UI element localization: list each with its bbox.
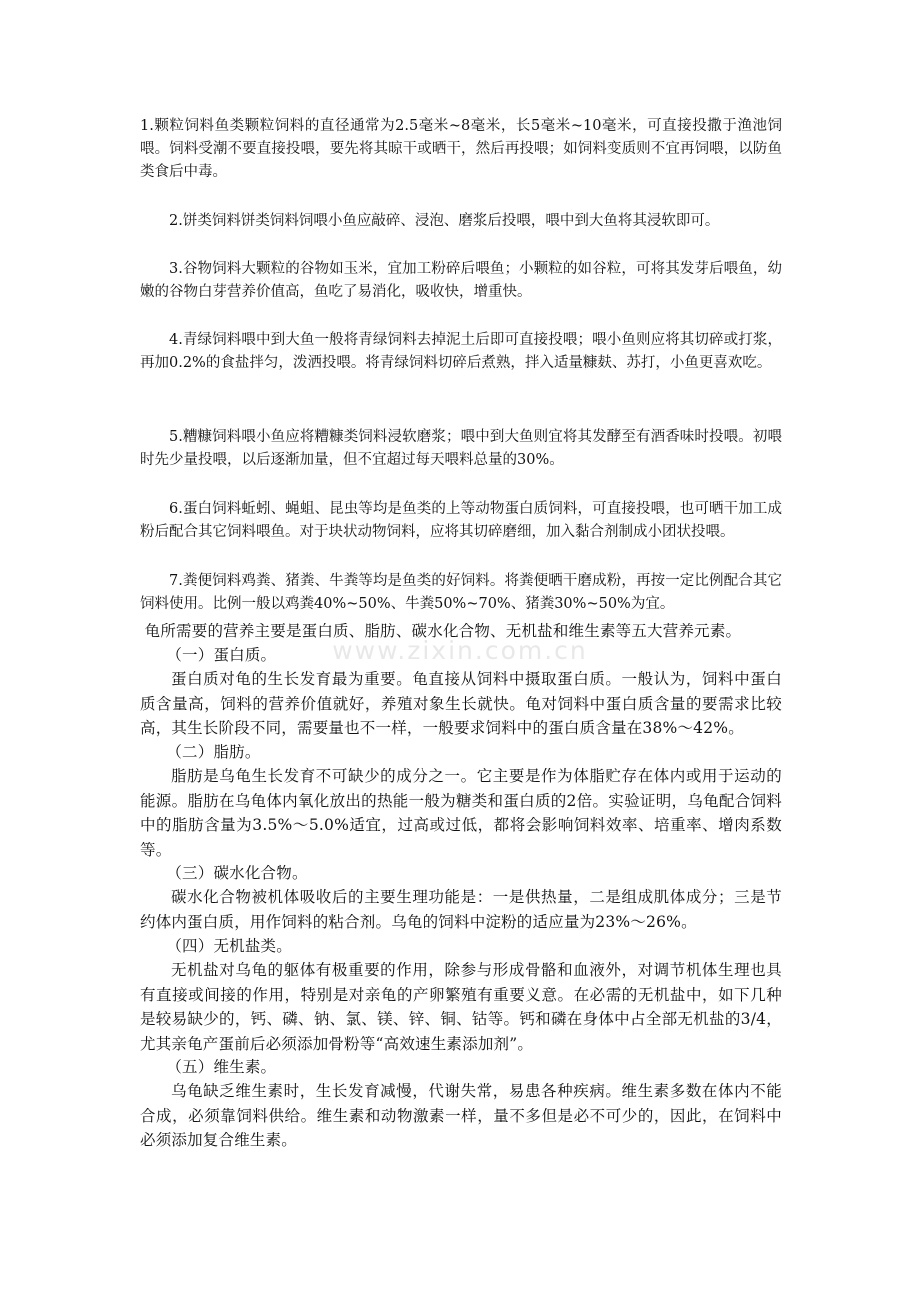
section-body-protein: 蛋白质对龟的生长发育最为重要。龟直接从饲料中摄取蛋白质。一般认为，饲料中蛋白质含量高，饲料的营养价值就好，养殖对象生长就快。龟对饲料中蛋白质含量的要需求比较高，其生长阶段不同，需要量也不一样，一般要求饲料中的蛋白质含量在38%～42%。 — [140, 670, 782, 737]
paragraph-protein-feed: 6.蛋白饲料蚯蚓、蝇蛆、昆虫等均是鱼类的上等动物蛋白质饲料，可直接投喂，也可晒干加工成粉后配合其它饲料喂鱼。对于块状动物饲料，应将其切碎磨细，加入黏合剂制成小团状投喂。 — [140, 501, 782, 540]
paragraph-green-feed: 4.青绿饲料喂中到大鱼一般将青绿饲料去掉泥土后即可直接投喂；喂小鱼则应将其切碎或打浆，再加0.2%的食盐拌匀，泼洒投喂。将青绿饲料切碎后煮熟，拌入适量糠麸、苏打，小鱼更喜欢吃。 — [140, 332, 782, 371]
section-body-carbohydrate: 碳水化合物被机体吸收后的主要生理功能是：一是供热量，二是组成肌体成分；三是节约体内蛋白质，用作饲料的粘合剂。乌龟的饲料中淀粉的适应量为23%～26%。 — [140, 888, 782, 931]
paragraph-cake-feed: 2.饼类饲料饼类饲料饲喂小鱼应敲碎、浸泡、磨浆后投喂，喂中到大鱼将其浸软即可。 — [169, 213, 720, 229]
paragraph-grain-feed: 3.谷物饲料大颗粒的谷物如玉米，宜加工粉碎后喂鱼；小颗粒的如谷粒，可将其发芽后喂鱼，幼嫩的谷物白芽营养价值高，鱼吃了易消化，吸收快，增重快。 — [140, 261, 782, 300]
watermark: www.zixin.com.cn — [332, 636, 588, 665]
section-body-fat: 脂肪是乌龟生长发育不可缺少的成分之一。它主要是作为体脂贮存在体内或用于运动的能源。脂肪在乌龟体内氧化放出的热能一般为糖类和蛋白质的2倍。实验证明，乌龟配合饲料中的脂肪含量为3.5%～5.0%适宜，过高或过低，都将会影响饲料效率、培重率、增肉系数等。 — [140, 767, 782, 859]
section-body-vitamins: 乌龟缺乏维生素时，生长发育减慢，代谢失常，易患各种疾病。维生素多数在体内不能合成，必须靠饲料供给。维生素和动物激素一样，量不多但是必不可少的，因此，在饲料中必须添加复合维生素。 — [140, 1082, 782, 1149]
section-heading-vitamins: （五）维生素。 — [166, 1058, 277, 1076]
section-heading-protein: （一）蛋白质。 — [166, 646, 277, 664]
section-heading-carbohydrate: （三）碳水化合物。 — [166, 864, 308, 882]
section-heading-fat: （二）脂肪。 — [166, 743, 261, 761]
paragraph-manure-feed: 7.粪便饲料鸡粪、猪粪、牛粪等均是鱼类的好饲料。将粪便晒干磨成粉，再按一定比例配合其它饲料使用。比例一般以鸡粪40%~50%、牛粪50%~70%、猪粪30%~50%为宜。 — [140, 573, 782, 612]
paragraph-bran-feed: 5.糟糠饲料喂小鱼应将糟糠类饲料浸软磨浆；喂中到大鱼则宜将其发酵至有酒香味时投喂。初喂时先少量投喂，以后逐渐加量，但不宜超过每天喂料总量的30%。 — [140, 429, 782, 468]
section-heading-minerals: （四）无机盐类。 — [166, 937, 292, 955]
paragraph-granular-feed: 1.颗粒饲料鱼类颗粒饲料的直径通常为2.5毫米~8毫米，长5毫米~10毫米，可直接投撒于渔池饲喂。饲料受潮不要直接投喂，要先将其晾干或晒干，然后再投喂；如饲料变质则不宜再饲喂，以防鱼类食后中毒。 — [140, 118, 782, 180]
section-body-minerals: 无机盐对乌龟的躯体有极重要的作用，除参与形成骨骼和血液外，对调节机体生理也具有直接或间接的作用，特别是对亲龟的产卵繁殖有重要义意。在必需的无机盐中，如下几种是较易缺少的，钙、磷、钠、氯、镁、锌、铜、钴等。钙和磷在身体中占全部无机盐的3/4，尤其亲龟产蛋前后必须添加骨粉等“高效速生素添加剂”。 — [140, 961, 782, 1053]
intro-paragraph: 龟所需要的营养主要是蛋白质、脂肪、碳水化合物、无机盐和维生素等五大营养元素。 — [144, 622, 742, 640]
